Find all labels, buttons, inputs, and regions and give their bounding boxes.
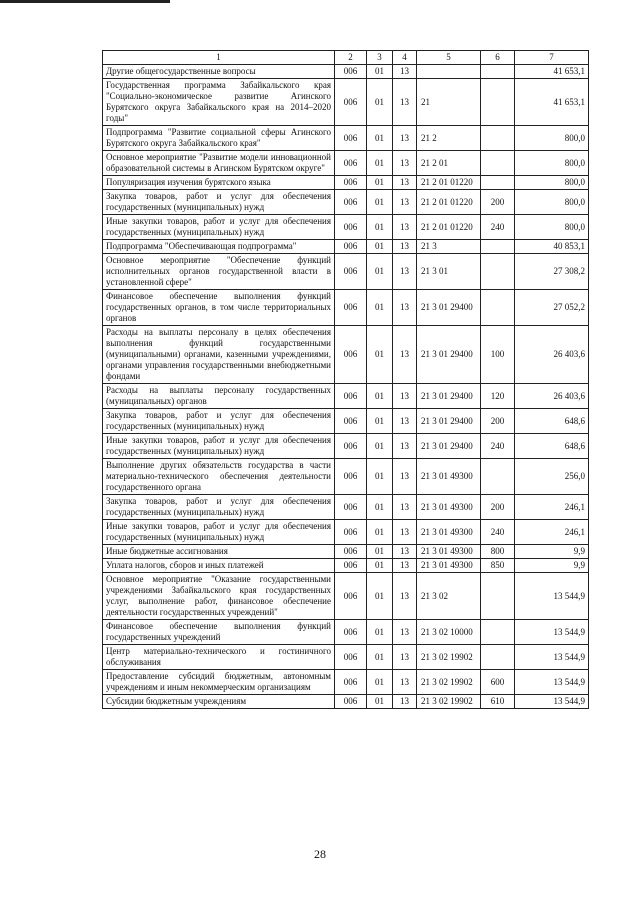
row-name-cell: Основное мероприятие "Обеспечение функций исполнительных органов государственной власти в установленной сфере" — [103, 254, 335, 290]
row-expense-type-cell: 100 — [481, 326, 515, 384]
table-row — [103, 495, 589, 520]
row-section-cell: 01 — [367, 151, 393, 176]
row-subsection-cell: 13 — [393, 254, 417, 290]
table-row — [103, 240, 589, 254]
row-expense-type-cell — [481, 645, 515, 670]
row-target-code-cell: 21 3 01 29400 — [417, 409, 481, 434]
row-section-cell: 01 — [367, 573, 393, 620]
table-header-row — [103, 51, 589, 65]
row-amount-cell: 256,0 — [515, 459, 589, 495]
row-target-code-cell: 21 3 01 29400 — [417, 326, 481, 384]
row-expense-type-cell — [481, 151, 515, 176]
row-amount-cell: 26 403,6 — [515, 326, 589, 384]
row-section-cell: 01 — [367, 520, 393, 545]
row-subsection-cell: 13 — [393, 695, 417, 709]
row-amount-cell: 13 544,9 — [515, 645, 589, 670]
row-name-cell: Финансовое обеспечение выполнения функций государственных органов, в том числе территориальных органов — [103, 290, 335, 326]
row-expense-type-cell: 240 — [481, 215, 515, 240]
budget-table-container — [102, 50, 588, 709]
row-amount-cell: 13 544,9 — [515, 620, 589, 645]
table-row — [103, 459, 589, 495]
row-name-cell: Закупка товаров, работ и услуг для обеспечения государственных (муниципальных) нужд — [103, 495, 335, 520]
row-target-code-cell — [417, 65, 481, 79]
row-target-code-cell: 21 3 01 49300 — [417, 559, 481, 573]
row-subsection-cell: 13 — [393, 65, 417, 79]
row-subsection-cell: 13 — [393, 620, 417, 645]
row-target-code-cell: 21 3 01 29400 — [417, 384, 481, 409]
table-row — [103, 176, 589, 190]
table-row — [103, 126, 589, 151]
row-admin-code-cell: 006 — [335, 645, 367, 670]
row-amount-cell: 26 403,6 — [515, 384, 589, 409]
table-row — [103, 65, 589, 79]
row-expense-type-cell — [481, 126, 515, 151]
column-header: 3 — [367, 51, 393, 65]
row-target-code-cell: 21 2 — [417, 126, 481, 151]
row-target-code-cell: 21 3 01 49300 — [417, 545, 481, 559]
row-expense-type-cell: 120 — [481, 384, 515, 409]
row-section-cell: 01 — [367, 695, 393, 709]
row-subsection-cell: 13 — [393, 670, 417, 695]
table-row — [103, 326, 589, 384]
row-amount-cell: 246,1 — [515, 495, 589, 520]
table-row — [103, 695, 589, 709]
row-subsection-cell: 13 — [393, 645, 417, 670]
row-admin-code-cell: 006 — [335, 620, 367, 645]
row-name-cell: Уплата налогов, сборов и иных платежей — [103, 559, 335, 573]
row-name-cell: Расходы на выплаты персоналу в целях обеспечения выполнения функций государственными (муниципальными) органами, казенными учреждениями, органами управления государственными внебюджетными фондами — [103, 326, 335, 384]
row-name-cell: Расходы на выплаты персоналу государственных (муниципальных) органов — [103, 384, 335, 409]
row-target-code-cell: 21 — [417, 79, 481, 126]
row-admin-code-cell: 006 — [335, 670, 367, 695]
table-row — [103, 215, 589, 240]
row-section-cell: 01 — [367, 645, 393, 670]
row-admin-code-cell: 006 — [335, 254, 367, 290]
row-amount-cell: 27 052,2 — [515, 290, 589, 326]
table-row — [103, 645, 589, 670]
column-header: 4 — [393, 51, 417, 65]
row-subsection-cell: 13 — [393, 434, 417, 459]
row-subsection-cell: 13 — [393, 573, 417, 620]
row-admin-code-cell: 006 — [335, 520, 367, 545]
row-target-code-cell: 21 2 01 01220 — [417, 176, 481, 190]
row-amount-cell: 648,6 — [515, 409, 589, 434]
row-target-code-cell: 21 3 — [417, 240, 481, 254]
row-section-cell: 01 — [367, 434, 393, 459]
row-name-cell: Другие общегосударственные вопросы — [103, 65, 335, 79]
row-expense-type-cell — [481, 79, 515, 126]
row-expense-type-cell: 610 — [481, 695, 515, 709]
row-target-code-cell: 21 3 02 19902 — [417, 670, 481, 695]
row-section-cell: 01 — [367, 215, 393, 240]
row-subsection-cell: 13 — [393, 384, 417, 409]
row-name-cell: Подпрограмма "Обеспечивающая подпрограмма" — [103, 240, 335, 254]
row-section-cell: 01 — [367, 254, 393, 290]
row-target-code-cell: 21 2 01 01220 — [417, 190, 481, 215]
row-expense-type-cell — [481, 573, 515, 620]
row-target-code-cell: 21 2 01 — [417, 151, 481, 176]
row-subsection-cell: 13 — [393, 495, 417, 520]
row-admin-code-cell: 006 — [335, 459, 367, 495]
row-admin-code-cell: 006 — [335, 409, 367, 434]
row-admin-code-cell: 006 — [335, 79, 367, 126]
row-section-cell: 01 — [367, 670, 393, 695]
table-row — [103, 190, 589, 215]
table-row — [103, 409, 589, 434]
row-section-cell: 01 — [367, 290, 393, 326]
row-expense-type-cell: 200 — [481, 495, 515, 520]
row-target-code-cell: 21 3 01 49300 — [417, 520, 481, 545]
row-subsection-cell: 13 — [393, 326, 417, 384]
table-row — [103, 620, 589, 645]
row-expense-type-cell — [481, 459, 515, 495]
row-section-cell: 01 — [367, 326, 393, 384]
row-name-cell: Иные закупки товаров, работ и услуг для обеспечения государственных (муниципальных) нужд — [103, 215, 335, 240]
row-target-code-cell: 21 3 02 10000 — [417, 620, 481, 645]
row-subsection-cell: 13 — [393, 559, 417, 573]
row-section-cell: 01 — [367, 495, 393, 520]
row-amount-cell: 41 653,1 — [515, 65, 589, 79]
row-subsection-cell: 13 — [393, 126, 417, 151]
row-subsection-cell: 13 — [393, 190, 417, 215]
row-section-cell: 01 — [367, 65, 393, 79]
row-subsection-cell: 13 — [393, 409, 417, 434]
row-amount-cell: 9,9 — [515, 545, 589, 559]
row-admin-code-cell: 006 — [335, 176, 367, 190]
row-subsection-cell: 13 — [393, 290, 417, 326]
table-row — [103, 434, 589, 459]
row-target-code-cell: 21 3 01 49300 — [417, 495, 481, 520]
row-name-cell: Иные закупки товаров, работ и услуг для обеспечения государственных (муниципальных) нужд — [103, 520, 335, 545]
table-row — [103, 545, 589, 559]
row-name-cell: Центр материально-технического и гостиничного обслуживания — [103, 645, 335, 670]
row-admin-code-cell: 006 — [335, 434, 367, 459]
row-target-code-cell: 21 3 02 — [417, 573, 481, 620]
row-subsection-cell: 13 — [393, 240, 417, 254]
row-name-cell: Иные закупки товаров, работ и услуг для обеспечения государственных (муниципальных) нужд — [103, 434, 335, 459]
row-amount-cell: 800,0 — [515, 176, 589, 190]
row-expense-type-cell: 200 — [481, 409, 515, 434]
row-amount-cell: 800,0 — [515, 126, 589, 151]
row-admin-code-cell: 006 — [335, 290, 367, 326]
row-expense-type-cell: 600 — [481, 670, 515, 695]
table-row — [103, 290, 589, 326]
row-subsection-cell: 13 — [393, 459, 417, 495]
row-amount-cell: 648,6 — [515, 434, 589, 459]
table-body — [103, 51, 589, 709]
row-amount-cell: 800,0 — [515, 190, 589, 215]
table-row — [103, 151, 589, 176]
row-amount-cell: 800,0 — [515, 215, 589, 240]
table-row — [103, 573, 589, 620]
row-name-cell: Основное мероприятие "Оказание государственными учреждениями Забайкальского края государственных услуг, выполнение работ, финансовое обеспечение деятельности государственных учреждений" — [103, 573, 335, 620]
column-header: 6 — [481, 51, 515, 65]
corner-mark — [0, 0, 170, 3]
row-section-cell: 01 — [367, 79, 393, 126]
row-admin-code-cell: 006 — [335, 326, 367, 384]
row-expense-type-cell — [481, 254, 515, 290]
row-expense-type-cell: 800 — [481, 545, 515, 559]
page-number: 28 — [314, 847, 326, 861]
row-amount-cell: 9,9 — [515, 559, 589, 573]
row-amount-cell: 13 544,9 — [515, 573, 589, 620]
row-amount-cell: 13 544,9 — [515, 695, 589, 709]
row-expense-type-cell — [481, 620, 515, 645]
column-header: 5 — [417, 51, 481, 65]
row-expense-type-cell: 240 — [481, 520, 515, 545]
budget-table — [102, 50, 589, 709]
row-name-cell: Субсидии бюджетным учреждениям — [103, 695, 335, 709]
table-row — [103, 670, 589, 695]
row-admin-code-cell: 006 — [335, 151, 367, 176]
row-amount-cell: 246,1 — [515, 520, 589, 545]
row-admin-code-cell: 006 — [335, 573, 367, 620]
row-admin-code-cell: 006 — [335, 559, 367, 573]
row-name-cell: Подпрограмма "Развитие социальной сферы Агинского Бурятского округа Забайкальского края" — [103, 126, 335, 151]
row-amount-cell: 41 653,1 — [515, 79, 589, 126]
table-row — [103, 559, 589, 573]
row-section-cell: 01 — [367, 559, 393, 573]
row-expense-type-cell: 200 — [481, 190, 515, 215]
row-section-cell: 01 — [367, 240, 393, 254]
column-header: 2 — [335, 51, 367, 65]
row-name-cell: Государственная программа Забайкальского края "Социально-экономическое развитие Агинского Бурятского округа Забайкальского края на 2014–2020 годы" — [103, 79, 335, 126]
row-admin-code-cell: 006 — [335, 240, 367, 254]
row-admin-code-cell: 006 — [335, 65, 367, 79]
row-expense-type-cell — [481, 176, 515, 190]
row-amount-cell: 800,0 — [515, 151, 589, 176]
table-row — [103, 384, 589, 409]
table-row — [103, 520, 589, 545]
row-admin-code-cell: 006 — [335, 495, 367, 520]
row-name-cell: Предоставление субсидий бюджетным, автономным учреждениям и иным некоммерческим организациям — [103, 670, 335, 695]
row-section-cell: 01 — [367, 545, 393, 559]
row-admin-code-cell: 006 — [335, 695, 367, 709]
row-subsection-cell: 13 — [393, 520, 417, 545]
row-section-cell: 01 — [367, 620, 393, 645]
row-name-cell: Закупка товаров, работ и услуг для обеспечения государственных (муниципальных) нужд — [103, 409, 335, 434]
row-section-cell: 01 — [367, 384, 393, 409]
row-target-code-cell: 21 3 01 29400 — [417, 290, 481, 326]
column-header: 1 — [103, 51, 335, 65]
row-name-cell: Иные бюджетные ассигнования — [103, 545, 335, 559]
row-name-cell: Популяризация изучения бурятского языка — [103, 176, 335, 190]
row-subsection-cell: 13 — [393, 151, 417, 176]
row-subsection-cell: 13 — [393, 545, 417, 559]
row-name-cell: Финансовое обеспечение выполнения функций государственных учреждений — [103, 620, 335, 645]
row-expense-type-cell — [481, 290, 515, 326]
row-expense-type-cell: 850 — [481, 559, 515, 573]
row-admin-code-cell: 006 — [335, 215, 367, 240]
row-target-code-cell: 21 3 01 49300 — [417, 459, 481, 495]
row-admin-code-cell: 006 — [335, 126, 367, 151]
row-section-cell: 01 — [367, 190, 393, 215]
row-target-code-cell: 21 3 02 19902 — [417, 695, 481, 709]
row-name-cell: Выполнение других обязательств государства в части материально-технического обеспечения деятельности государственного органа — [103, 459, 335, 495]
row-amount-cell: 27 308,2 — [515, 254, 589, 290]
row-subsection-cell: 13 — [393, 215, 417, 240]
row-admin-code-cell: 006 — [335, 545, 367, 559]
row-expense-type-cell — [481, 240, 515, 254]
row-admin-code-cell: 006 — [335, 190, 367, 215]
row-subsection-cell: 13 — [393, 79, 417, 126]
row-expense-type-cell — [481, 65, 515, 79]
row-target-code-cell: 21 2 01 01220 — [417, 215, 481, 240]
row-subsection-cell: 13 — [393, 176, 417, 190]
row-admin-code-cell: 006 — [335, 384, 367, 409]
row-section-cell: 01 — [367, 126, 393, 151]
table-row — [103, 79, 589, 126]
row-target-code-cell: 21 3 01 — [417, 254, 481, 290]
row-target-code-cell: 21 3 02 19902 — [417, 645, 481, 670]
row-target-code-cell: 21 3 01 29400 — [417, 434, 481, 459]
row-amount-cell: 13 544,9 — [515, 670, 589, 695]
row-section-cell: 01 — [367, 409, 393, 434]
table-row — [103, 254, 589, 290]
row-name-cell: Основное мероприятие "Развитие модели инновационной образовательной системы в Агинском Бурятском округе" — [103, 151, 335, 176]
row-amount-cell: 40 853,1 — [515, 240, 589, 254]
column-header: 7 — [515, 51, 589, 65]
row-expense-type-cell: 240 — [481, 434, 515, 459]
row-name-cell: Закупка товаров, работ и услуг для обеспечения государственных (муниципальных) нужд — [103, 190, 335, 215]
row-section-cell: 01 — [367, 459, 393, 495]
row-section-cell: 01 — [367, 176, 393, 190]
